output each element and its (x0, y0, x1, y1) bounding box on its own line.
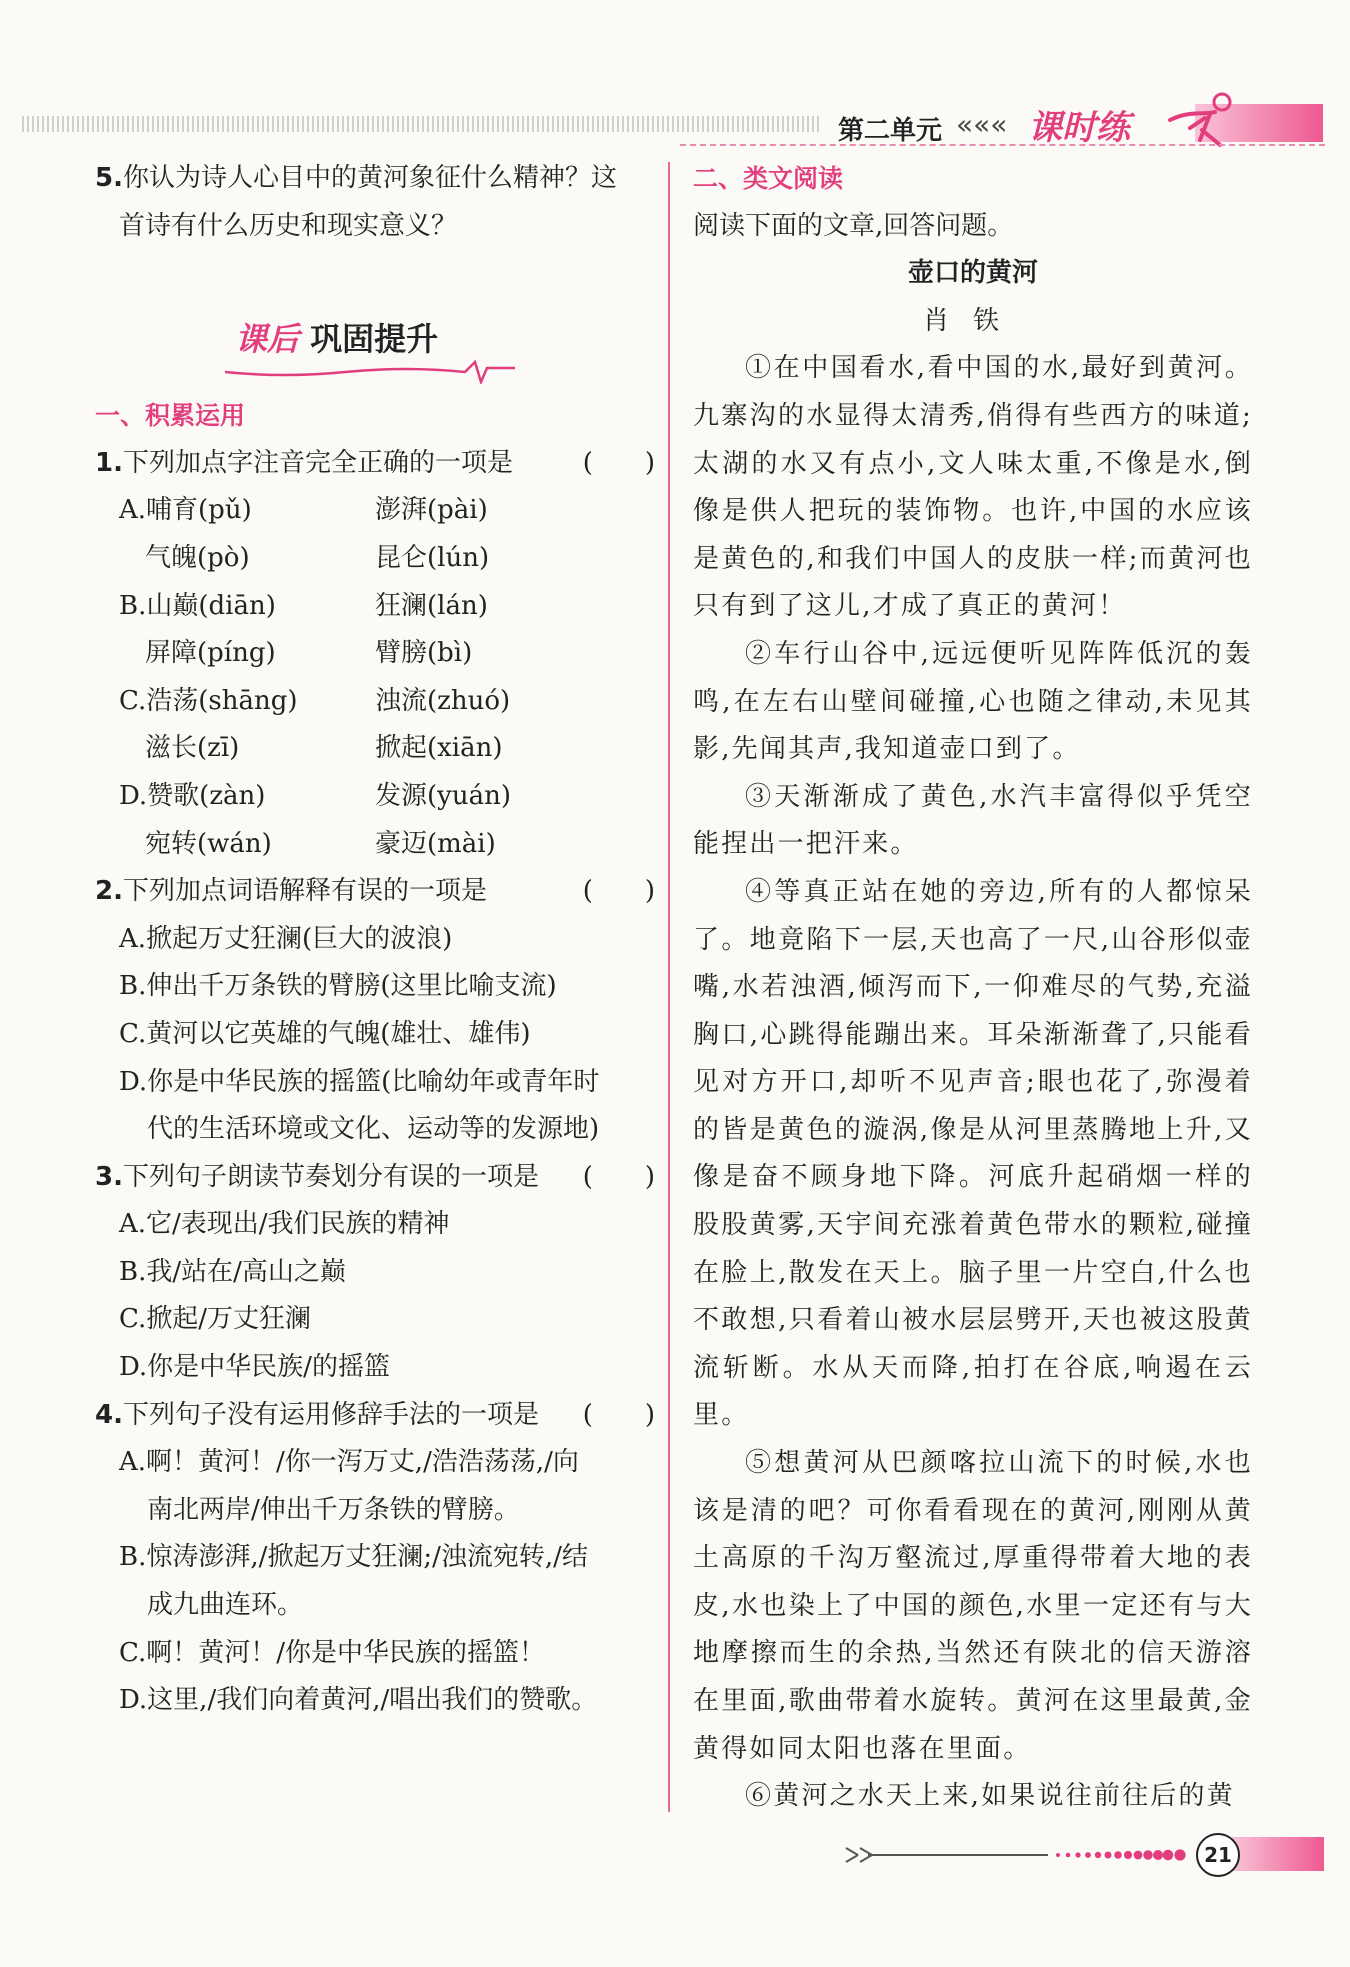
header-dashed-rule (680, 144, 1325, 146)
reading-intro: 阅读下面的文章,回答问题。 (693, 210, 1014, 241)
question-1-text: 下列加点字注音完全正确的一项是 (122, 447, 513, 478)
option-text: 豪迈(mài) (375, 828, 496, 859)
right-column (693, 155, 1253, 1821)
question-5 (95, 155, 655, 250)
option-b: B.惊涛澎湃,/掀起万丈狂澜;/浊流宛转,/结 (119, 1542, 588, 1573)
banner-title-pink: 课后 (235, 320, 300, 359)
question-4 (95, 1392, 655, 1440)
column-divider (668, 162, 670, 1812)
answer-blank[interactable]: ( ) (582, 1399, 655, 1430)
option-text: 气魄(pò) (145, 542, 250, 573)
question-2 (95, 868, 655, 916)
article-paragraph: ⑤想黄河从巴颜喀拉山流下的时候,水也该是清的吧？可你看看现在的黄河,刚刚从黄土高原的千沟万壑流过,厚重得带着大地的表皮,水也染上了中国的颜色,水里一定还有与大地摩擦而生的余热,当然还有陕北的信天游溶在里面,歌曲带着水旋转。黄河在这里最黄,金黄得如同太阳也落在里面。 (693, 1448, 1253, 1764)
article-paragraph: ⑥黄河之水天上来,如果说往前往后的黄 (745, 1781, 1235, 1812)
option-row (95, 583, 655, 631)
option-row (95, 535, 655, 583)
option-text: 狂澜(lán) (375, 590, 488, 621)
question-4-number: 4. (95, 1399, 123, 1430)
option-c: C.啊！黄河！/你是中华民族的摇篮！ (119, 1637, 545, 1668)
article-author: 肖铁 (922, 305, 1023, 336)
answer-blank[interactable]: ( ) (582, 447, 655, 478)
option-d: D.这里,/我们向着黄河,/唱出我们的赞歌。 (119, 1685, 598, 1716)
option-text: B.山巅(diān) (119, 590, 276, 621)
article-paragraph: ②车行山谷中,远远便听见阵阵低沉的轰鸣,在左右山壁间碰撞,心也随之律动,未见其影,先闻其声,我知道壶口到了。 (693, 638, 1253, 765)
answer-blank[interactable]: ( ) (582, 1161, 655, 1192)
option-a: A.啊！黄河！/你一泻万丈,/浩浩荡荡,/向 (119, 1447, 579, 1478)
option-row (95, 487, 655, 535)
option-text: 发源(yuán) (375, 780, 511, 811)
option-row (95, 630, 655, 678)
option-b: B.伸出千万条铁的臂膀(这里比喻支流) (119, 971, 557, 1002)
section-1-heading: 一、积累运用 (95, 401, 246, 431)
option-text: 昆仑(lún) (375, 542, 490, 573)
option-text: 浊流(zhuó) (375, 685, 511, 716)
question-3-text: 下列句子朗读节奏划分有误的一项是 (122, 1161, 539, 1192)
option-text: A.哺育(pǔ) (119, 495, 252, 526)
question-5-line2: 首诗有什么历史和现实意义？ (119, 210, 458, 241)
option-text: C.浩荡(shāng) (119, 685, 298, 716)
header-stripe (22, 116, 822, 132)
option-d-line1: D.你是中华民族的摇篮(比喻幼年或青年时 (119, 1066, 600, 1097)
option-c: C.掀起/万丈狂澜 (119, 1304, 311, 1335)
option-d: D.你是中华民族/的摇篮 (119, 1352, 390, 1383)
article-paragraph: ③天渐渐成了黄色,水汽丰富得似乎凭空能捏出一把汗来。 (693, 781, 1253, 860)
heartbeat-line-icon (225, 358, 515, 384)
page-number: 21 (1196, 1833, 1240, 1877)
question-5-line1: 你认为诗人心目中的黄河象征什么精神？这 (122, 163, 617, 193)
option-text: 屏障(píng) (145, 638, 276, 669)
option-row (95, 725, 655, 773)
article-paragraph: ④等真正站在她的旁边,所有的人都惊呆了。地竟陷下一层,天也高了一尺,山谷形似壶嘴,水若浊酒,倾泻而下,一仰难尽的气势,充溢胸口,心跳得能蹦出来。耳朵渐渐聋了,只能看见对方开口,却听不见声音;眼也花了,弥漫着的皆是黄色的漩涡,像是从河里蒸腾地上升,又像是奋不顾身地下降。河底升起硝烟一样的股股黄雾,天宇间充涨着黄色带水的颗粒,碰撞在脸上,散发在天上。脑子里一片空白,什么也不敢想,只看着山被水层层劈开,天也被这股黄流斩断。水从天而降,拍打在谷底,响遏在云里。 (693, 876, 1253, 1431)
header-brand-title: 课时练 (1028, 108, 1130, 148)
article-title: 壶口的黄河 (907, 258, 1038, 289)
option-d-cont: 代的生活环境或文化、运动等的发源地) (147, 1114, 600, 1145)
question-2-number: 2. (95, 876, 123, 907)
option-row (95, 821, 655, 869)
section-banner (95, 306, 655, 386)
question-2-text: 下列加点词语解释有误的一项是 (122, 876, 487, 907)
left-column (95, 155, 655, 1725)
option-a: A.它/表现出/我们民族的精神 (119, 1209, 450, 1240)
question-1-number: 1. (95, 447, 123, 478)
option-text: 臂膀(bì) (375, 638, 473, 669)
header-unit-label: 第二单元 (838, 116, 943, 146)
option-c: C.黄河以它英雄的气魄(雄壮、雄伟) (119, 1018, 531, 1049)
option-text: 滋长(zī) (145, 733, 240, 764)
question-3 (95, 1154, 655, 1202)
answer-blank[interactable]: ( ) (582, 876, 655, 907)
section-2-heading: 二、类文阅读 (693, 164, 844, 193)
option-row (95, 773, 655, 821)
option-d (95, 1059, 655, 1107)
question-5-number: 5. (95, 163, 123, 193)
question-4-text: 下列句子没有运用修辞手法的一项是 (122, 1399, 539, 1430)
question-1 (95, 440, 655, 488)
option-a-cont: 南北两岸/伸出千万条铁的臂膀。 (147, 1494, 520, 1525)
article-paragraph: ①在中国看水,看中国的水,最好到黄河。九寨沟的水显得太清秀,俏得有些西方的味道;太湖的水又有点小,文人味太重,不像是水,倒像是供人把玩的装饰物。也许,中国的水应该是黄色的,和我们中国人的皮肤一样;而黄河也只有到了这儿,才成了真正的黄河！ (693, 353, 1253, 622)
option-row (95, 678, 655, 726)
option-text: 澎湃(pài) (375, 495, 488, 526)
footer-arrow-icon (838, 1838, 1198, 1872)
footer-pink-tab (1232, 1837, 1324, 1871)
banner-title-black: 巩固提升 (299, 320, 439, 359)
option-text: 掀起(xiān) (375, 733, 503, 764)
header-chevrons: ««« (956, 108, 1008, 141)
option-text: D.赞歌(zàn) (119, 780, 266, 811)
question-3-number: 3. (95, 1161, 123, 1192)
running-figure-icon (1160, 90, 1240, 150)
option-b: B.我/站在/高山之巅 (119, 1256, 346, 1287)
option-b-cont: 成九曲连环。 (147, 1590, 304, 1621)
option-a: A.掀起万丈狂澜(巨大的波浪) (119, 923, 453, 954)
option-text: 宛转(wán) (145, 828, 272, 859)
banner-title (235, 316, 438, 364)
